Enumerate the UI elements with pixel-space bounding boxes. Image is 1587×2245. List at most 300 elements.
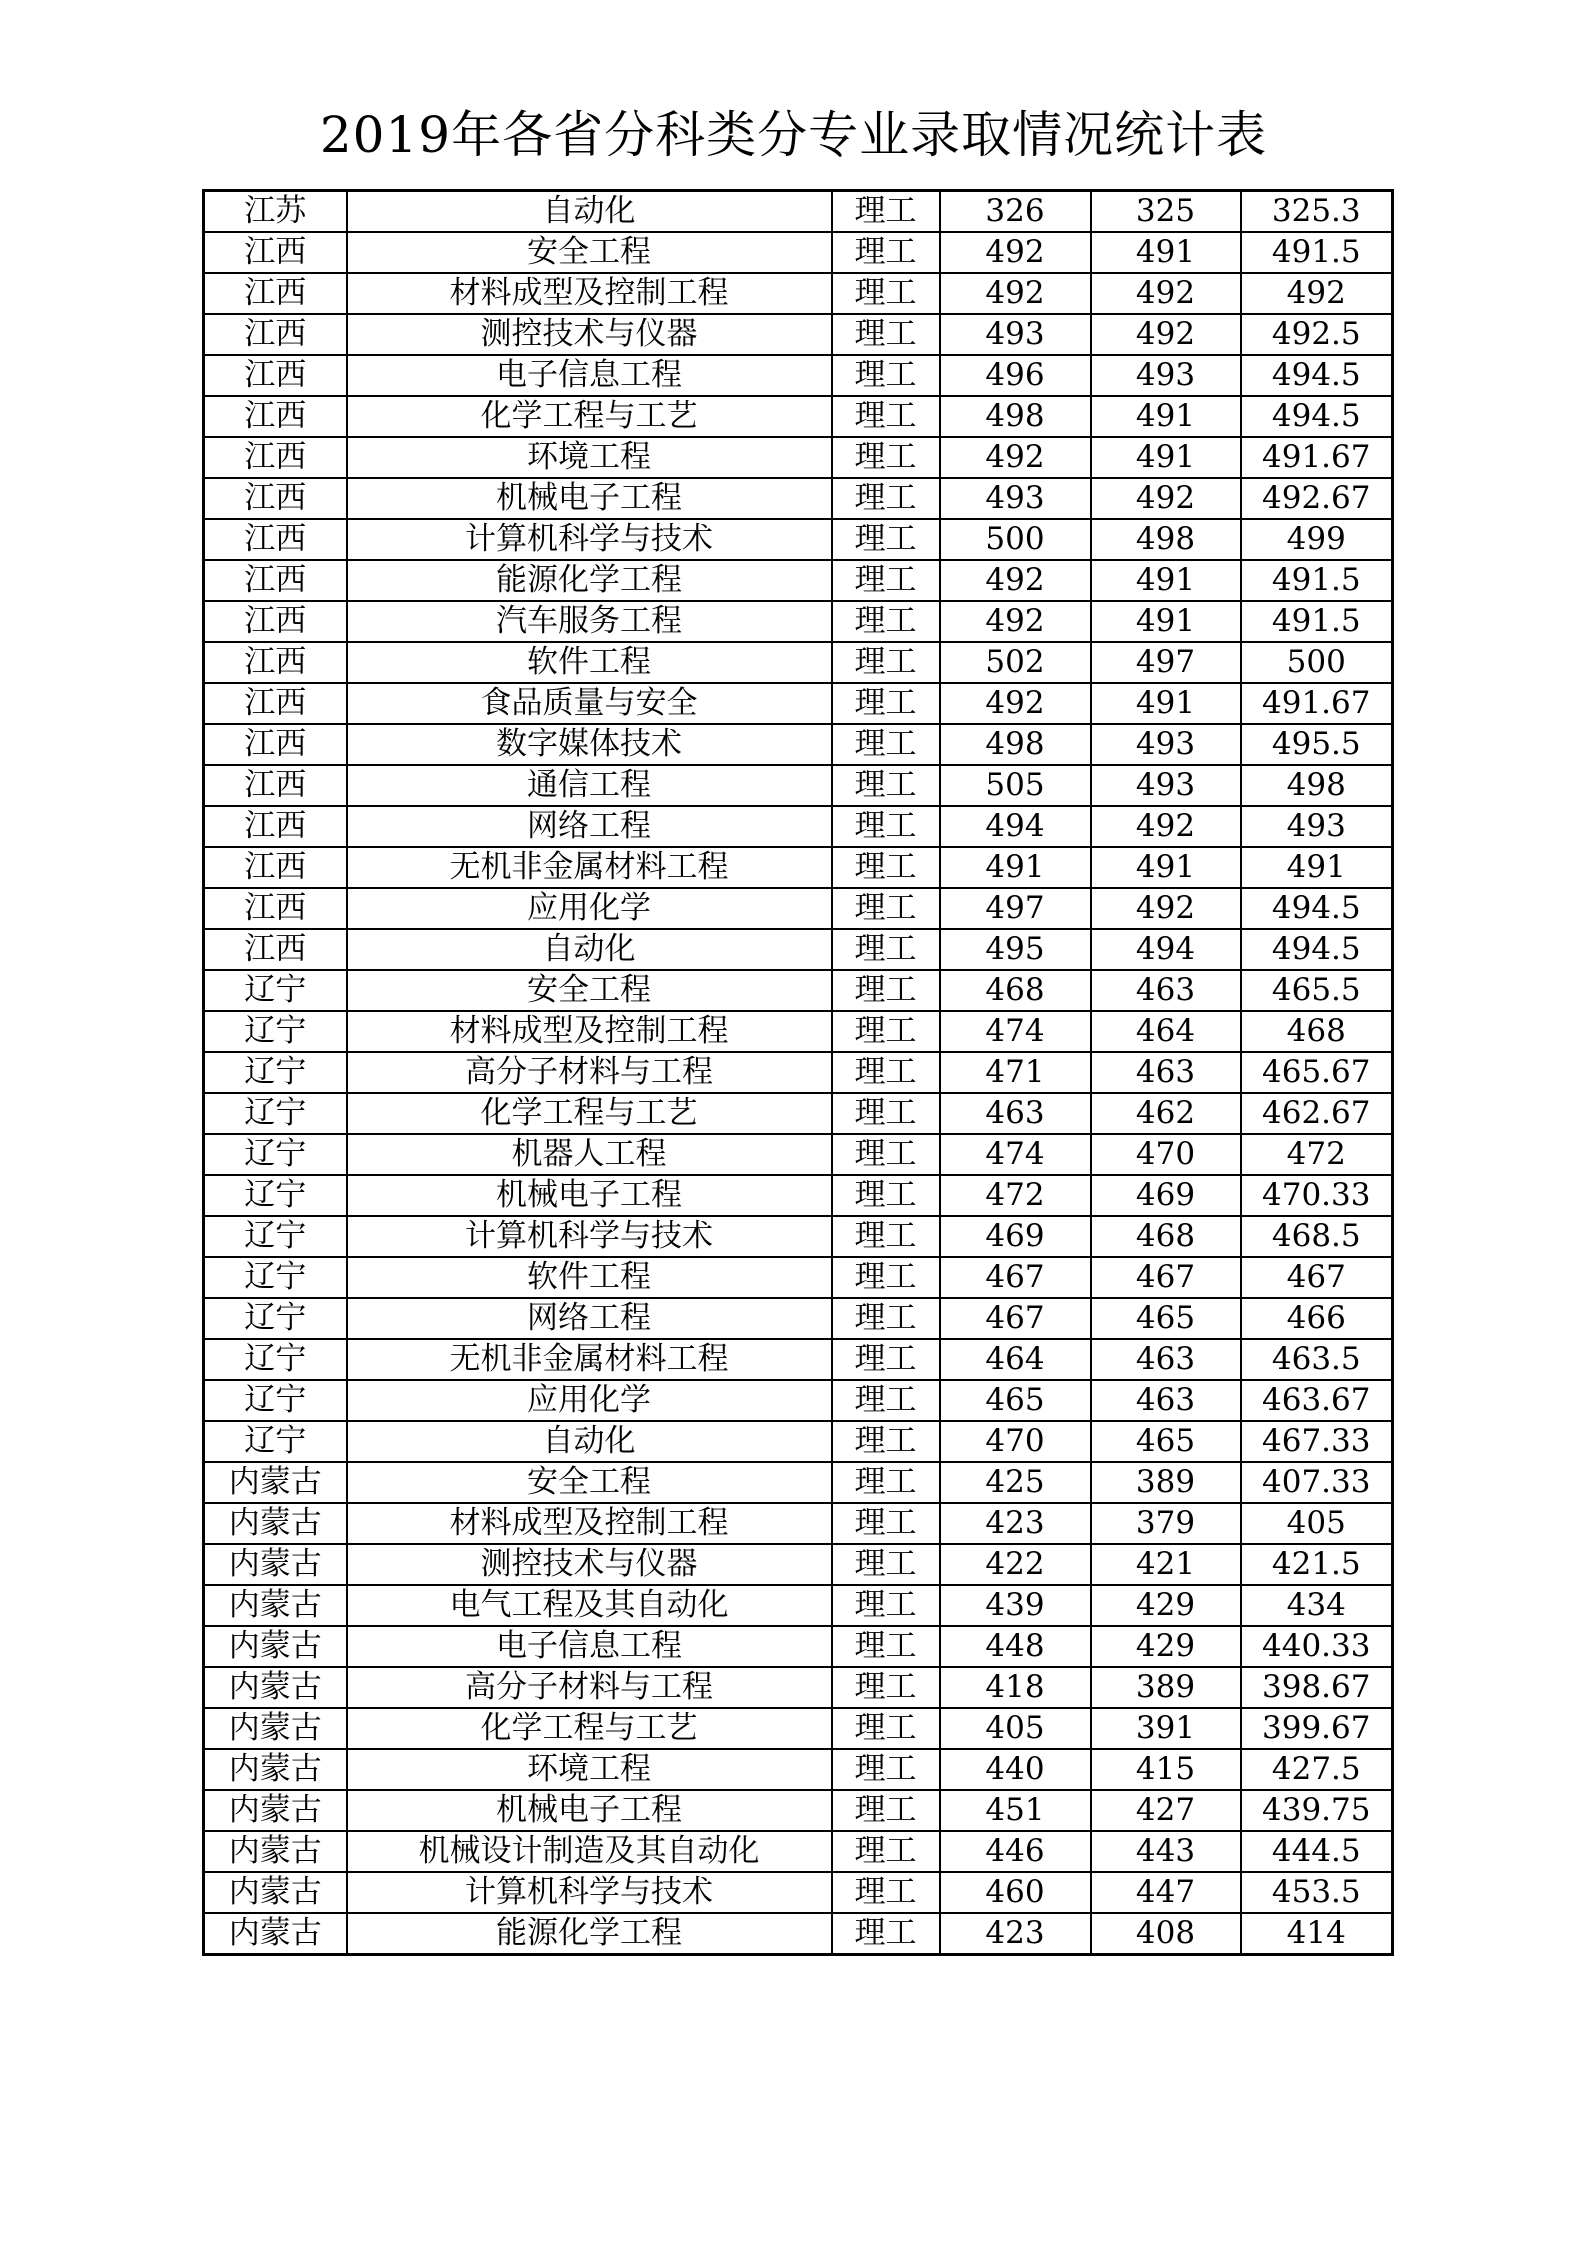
table-row bbox=[204, 1667, 1393, 1708]
avg-score-cell: 491.5 bbox=[1241, 560, 1393, 601]
admission-table bbox=[202, 189, 1394, 1956]
major-cell: 自动化 bbox=[347, 929, 832, 970]
min-score-cell: 468 bbox=[1091, 1216, 1241, 1257]
table-row bbox=[204, 1872, 1393, 1913]
min-score-cell: 491 bbox=[1091, 683, 1241, 724]
avg-score-cell: 491.67 bbox=[1241, 437, 1393, 478]
table-body bbox=[204, 191, 1393, 1955]
province-cell: 江西 bbox=[204, 765, 347, 806]
major-cell: 机械电子工程 bbox=[347, 1790, 832, 1831]
major-cell: 安全工程 bbox=[347, 232, 832, 273]
major-cell: 食品质量与安全 bbox=[347, 683, 832, 724]
category-cell: 理工 bbox=[832, 1708, 940, 1749]
table-row bbox=[204, 929, 1393, 970]
major-cell: 通信工程 bbox=[347, 765, 832, 806]
max-score-cell: 423 bbox=[940, 1503, 1091, 1544]
major-cell: 计算机科学与技术 bbox=[347, 1872, 832, 1913]
min-score-cell: 429 bbox=[1091, 1585, 1241, 1626]
max-score-cell: 494 bbox=[940, 806, 1091, 847]
avg-score-cell: 494.5 bbox=[1241, 355, 1393, 396]
avg-score-cell: 463.5 bbox=[1241, 1339, 1393, 1380]
min-score-cell: 498 bbox=[1091, 519, 1241, 560]
avg-score-cell: 493 bbox=[1241, 806, 1393, 847]
table-row bbox=[204, 1790, 1393, 1831]
table-row bbox=[204, 1216, 1393, 1257]
province-cell: 内蒙古 bbox=[204, 1462, 347, 1503]
table-row bbox=[204, 519, 1393, 560]
province-cell: 江西 bbox=[204, 560, 347, 601]
table-row bbox=[204, 273, 1393, 314]
table-row bbox=[204, 1298, 1393, 1339]
province-cell: 江西 bbox=[204, 806, 347, 847]
avg-score-cell: 440.33 bbox=[1241, 1626, 1393, 1667]
min-score-cell: 492 bbox=[1091, 888, 1241, 929]
category-cell: 理工 bbox=[832, 1626, 940, 1667]
category-cell: 理工 bbox=[832, 970, 940, 1011]
province-cell: 内蒙古 bbox=[204, 1503, 347, 1544]
avg-score-cell: 465.5 bbox=[1241, 970, 1393, 1011]
min-score-cell: 427 bbox=[1091, 1790, 1241, 1831]
avg-score-cell: 499 bbox=[1241, 519, 1393, 560]
province-cell: 辽宁 bbox=[204, 1011, 347, 1052]
category-cell: 理工 bbox=[832, 1380, 940, 1421]
max-score-cell: 492 bbox=[940, 232, 1091, 273]
table-row bbox=[204, 1052, 1393, 1093]
max-score-cell: 440 bbox=[940, 1749, 1091, 1790]
max-score-cell: 500 bbox=[940, 519, 1091, 560]
page-title: 2019年各省分科类分专业录取情况统计表 bbox=[319, 106, 1268, 164]
category-cell: 理工 bbox=[832, 273, 940, 314]
min-score-cell: 492 bbox=[1091, 273, 1241, 314]
avg-score-cell: 467.33 bbox=[1241, 1421, 1393, 1462]
major-cell: 环境工程 bbox=[347, 1749, 832, 1790]
province-cell: 江西 bbox=[204, 519, 347, 560]
major-cell: 电子信息工程 bbox=[347, 1626, 832, 1667]
table-row bbox=[204, 1339, 1393, 1380]
max-score-cell: 446 bbox=[940, 1831, 1091, 1872]
table-row bbox=[204, 1134, 1393, 1175]
category-cell: 理工 bbox=[832, 1257, 940, 1298]
max-score-cell: 502 bbox=[940, 642, 1091, 683]
table-row bbox=[204, 1011, 1393, 1052]
min-score-cell: 391 bbox=[1091, 1708, 1241, 1749]
max-score-cell: 492 bbox=[940, 437, 1091, 478]
province-cell: 内蒙古 bbox=[204, 1749, 347, 1790]
max-score-cell: 463 bbox=[940, 1093, 1091, 1134]
major-cell: 材料成型及控制工程 bbox=[347, 1503, 832, 1544]
category-cell: 理工 bbox=[832, 1421, 940, 1462]
min-score-cell: 443 bbox=[1091, 1831, 1241, 1872]
category-cell: 理工 bbox=[832, 847, 940, 888]
max-score-cell: 493 bbox=[940, 478, 1091, 519]
category-cell: 理工 bbox=[832, 1052, 940, 1093]
avg-score-cell: 468 bbox=[1241, 1011, 1393, 1052]
avg-score-cell: 399.67 bbox=[1241, 1708, 1393, 1749]
min-score-cell: 492 bbox=[1091, 314, 1241, 355]
max-score-cell: 423 bbox=[940, 1913, 1091, 1955]
avg-score-cell: 414 bbox=[1241, 1913, 1393, 1955]
province-cell: 辽宁 bbox=[204, 1421, 347, 1462]
max-score-cell: 467 bbox=[940, 1298, 1091, 1339]
province-cell: 辽宁 bbox=[204, 1216, 347, 1257]
major-cell: 软件工程 bbox=[347, 1257, 832, 1298]
province-cell: 辽宁 bbox=[204, 970, 347, 1011]
province-cell: 江西 bbox=[204, 724, 347, 765]
max-score-cell: 439 bbox=[940, 1585, 1091, 1626]
major-cell: 安全工程 bbox=[347, 1462, 832, 1503]
category-cell: 理工 bbox=[832, 1093, 940, 1134]
table-row bbox=[204, 1831, 1393, 1872]
category-cell: 理工 bbox=[832, 560, 940, 601]
min-score-cell: 492 bbox=[1091, 478, 1241, 519]
major-cell: 软件工程 bbox=[347, 642, 832, 683]
province-cell: 内蒙古 bbox=[204, 1790, 347, 1831]
major-cell: 自动化 bbox=[347, 1421, 832, 1462]
category-cell: 理工 bbox=[832, 1790, 940, 1831]
table-row bbox=[204, 1585, 1393, 1626]
avg-score-cell: 492 bbox=[1241, 273, 1393, 314]
province-cell: 江西 bbox=[204, 847, 347, 888]
avg-score-cell: 468.5 bbox=[1241, 1216, 1393, 1257]
avg-score-cell: 427.5 bbox=[1241, 1749, 1393, 1790]
min-score-cell: 493 bbox=[1091, 724, 1241, 765]
province-cell: 江西 bbox=[204, 273, 347, 314]
category-cell: 理工 bbox=[832, 1749, 940, 1790]
province-cell: 江西 bbox=[204, 642, 347, 683]
major-cell: 机器人工程 bbox=[347, 1134, 832, 1175]
max-score-cell: 467 bbox=[940, 1257, 1091, 1298]
min-score-cell: 467 bbox=[1091, 1257, 1241, 1298]
min-score-cell: 447 bbox=[1091, 1872, 1241, 1913]
table-row bbox=[204, 1462, 1393, 1503]
category-cell: 理工 bbox=[832, 888, 940, 929]
table-row bbox=[204, 1093, 1393, 1134]
min-score-cell: 389 bbox=[1091, 1462, 1241, 1503]
major-cell: 计算机科学与技术 bbox=[347, 519, 832, 560]
category-cell: 理工 bbox=[832, 1298, 940, 1339]
major-cell: 化学工程与工艺 bbox=[347, 1093, 832, 1134]
min-score-cell: 463 bbox=[1091, 970, 1241, 1011]
max-score-cell: 468 bbox=[940, 970, 1091, 1011]
province-cell: 辽宁 bbox=[204, 1052, 347, 1093]
major-cell: 无机非金属材料工程 bbox=[347, 1339, 832, 1380]
table-row bbox=[204, 1380, 1393, 1421]
province-cell: 内蒙古 bbox=[204, 1667, 347, 1708]
category-cell: 理工 bbox=[832, 396, 940, 437]
category-cell: 理工 bbox=[832, 1134, 940, 1175]
max-score-cell: 469 bbox=[940, 1216, 1091, 1257]
province-cell: 内蒙古 bbox=[204, 1544, 347, 1585]
table-row bbox=[204, 806, 1393, 847]
table-row bbox=[204, 1257, 1393, 1298]
table-row bbox=[204, 724, 1393, 765]
min-score-cell: 421 bbox=[1091, 1544, 1241, 1585]
max-score-cell: 492 bbox=[940, 601, 1091, 642]
avg-score-cell: 491.5 bbox=[1241, 232, 1393, 273]
category-cell: 理工 bbox=[832, 1872, 940, 1913]
major-cell: 机械电子工程 bbox=[347, 1175, 832, 1216]
avg-score-cell: 463.67 bbox=[1241, 1380, 1393, 1421]
max-score-cell: 465 bbox=[940, 1380, 1091, 1421]
avg-score-cell: 407.33 bbox=[1241, 1462, 1393, 1503]
min-score-cell: 470 bbox=[1091, 1134, 1241, 1175]
category-cell: 理工 bbox=[832, 724, 940, 765]
table-row bbox=[204, 314, 1393, 355]
province-cell: 江西 bbox=[204, 314, 347, 355]
min-score-cell: 491 bbox=[1091, 396, 1241, 437]
major-cell: 测控技术与仪器 bbox=[347, 1544, 832, 1585]
table-row bbox=[204, 232, 1393, 273]
min-score-cell: 469 bbox=[1091, 1175, 1241, 1216]
category-cell: 理工 bbox=[832, 806, 940, 847]
min-score-cell: 429 bbox=[1091, 1626, 1241, 1667]
min-score-cell: 491 bbox=[1091, 560, 1241, 601]
max-score-cell: 491 bbox=[940, 847, 1091, 888]
category-cell: 理工 bbox=[832, 1503, 940, 1544]
province-cell: 江西 bbox=[204, 888, 347, 929]
table-row bbox=[204, 1175, 1393, 1216]
table-row bbox=[204, 396, 1393, 437]
avg-score-cell: 462.67 bbox=[1241, 1093, 1393, 1134]
table-row bbox=[204, 1503, 1393, 1544]
table-row bbox=[204, 560, 1393, 601]
category-cell: 理工 bbox=[832, 478, 940, 519]
avg-score-cell: 325.3 bbox=[1241, 191, 1393, 233]
province-cell: 江西 bbox=[204, 437, 347, 478]
major-cell: 环境工程 bbox=[347, 437, 832, 478]
max-score-cell: 418 bbox=[940, 1667, 1091, 1708]
category-cell: 理工 bbox=[832, 355, 940, 396]
avg-score-cell: 453.5 bbox=[1241, 1872, 1393, 1913]
max-score-cell: 460 bbox=[940, 1872, 1091, 1913]
max-score-cell: 496 bbox=[940, 355, 1091, 396]
min-score-cell: 491 bbox=[1091, 847, 1241, 888]
province-cell: 辽宁 bbox=[204, 1175, 347, 1216]
avg-score-cell: 434 bbox=[1241, 1585, 1393, 1626]
max-score-cell: 474 bbox=[940, 1134, 1091, 1175]
max-score-cell: 425 bbox=[940, 1462, 1091, 1503]
avg-score-cell: 492.5 bbox=[1241, 314, 1393, 355]
province-cell: 辽宁 bbox=[204, 1134, 347, 1175]
table-row bbox=[204, 1749, 1393, 1790]
avg-score-cell: 465.67 bbox=[1241, 1052, 1393, 1093]
avg-score-cell: 500 bbox=[1241, 642, 1393, 683]
province-cell: 江西 bbox=[204, 478, 347, 519]
max-score-cell: 498 bbox=[940, 396, 1091, 437]
category-cell: 理工 bbox=[832, 1585, 940, 1626]
max-score-cell: 492 bbox=[940, 273, 1091, 314]
province-cell: 江苏 bbox=[204, 191, 347, 233]
max-score-cell: 492 bbox=[940, 560, 1091, 601]
province-cell: 江西 bbox=[204, 355, 347, 396]
major-cell: 能源化学工程 bbox=[347, 1913, 832, 1955]
avg-score-cell: 491.67 bbox=[1241, 683, 1393, 724]
table-row bbox=[204, 683, 1393, 724]
min-score-cell: 491 bbox=[1091, 232, 1241, 273]
province-cell: 江西 bbox=[204, 232, 347, 273]
province-cell: 江西 bbox=[204, 929, 347, 970]
max-score-cell: 474 bbox=[940, 1011, 1091, 1052]
table-row bbox=[204, 191, 1393, 233]
max-score-cell: 505 bbox=[940, 765, 1091, 806]
table-row bbox=[204, 1421, 1393, 1462]
table-row bbox=[204, 1544, 1393, 1585]
max-score-cell: 422 bbox=[940, 1544, 1091, 1585]
avg-score-cell: 439.75 bbox=[1241, 1790, 1393, 1831]
max-score-cell: 464 bbox=[940, 1339, 1091, 1380]
max-score-cell: 451 bbox=[940, 1790, 1091, 1831]
category-cell: 理工 bbox=[832, 1011, 940, 1052]
min-score-cell: 325 bbox=[1091, 191, 1241, 233]
table-row bbox=[204, 765, 1393, 806]
province-cell: 内蒙古 bbox=[204, 1626, 347, 1667]
min-score-cell: 497 bbox=[1091, 642, 1241, 683]
category-cell: 理工 bbox=[832, 519, 940, 560]
table-row bbox=[204, 1708, 1393, 1749]
avg-score-cell: 492.67 bbox=[1241, 478, 1393, 519]
min-score-cell: 491 bbox=[1091, 601, 1241, 642]
min-score-cell: 462 bbox=[1091, 1093, 1241, 1134]
major-cell: 机械设计制造及其自动化 bbox=[347, 1831, 832, 1872]
major-cell: 材料成型及控制工程 bbox=[347, 1011, 832, 1052]
table-row bbox=[204, 355, 1393, 396]
province-cell: 辽宁 bbox=[204, 1380, 347, 1421]
province-cell: 内蒙古 bbox=[204, 1872, 347, 1913]
major-cell: 高分子材料与工程 bbox=[347, 1667, 832, 1708]
min-score-cell: 465 bbox=[1091, 1298, 1241, 1339]
table-row bbox=[204, 970, 1393, 1011]
category-cell: 理工 bbox=[832, 1175, 940, 1216]
avg-score-cell: 494.5 bbox=[1241, 888, 1393, 929]
max-score-cell: 471 bbox=[940, 1052, 1091, 1093]
category-cell: 理工 bbox=[832, 642, 940, 683]
province-cell: 辽宁 bbox=[204, 1257, 347, 1298]
category-cell: 理工 bbox=[832, 1831, 940, 1872]
avg-score-cell: 491.5 bbox=[1241, 601, 1393, 642]
max-score-cell: 326 bbox=[940, 191, 1091, 233]
min-score-cell: 379 bbox=[1091, 1503, 1241, 1544]
avg-score-cell: 491 bbox=[1241, 847, 1393, 888]
max-score-cell: 498 bbox=[940, 724, 1091, 765]
category-cell: 理工 bbox=[832, 601, 940, 642]
category-cell: 理工 bbox=[832, 765, 940, 806]
avg-score-cell: 466 bbox=[1241, 1298, 1393, 1339]
avg-score-cell: 472 bbox=[1241, 1134, 1393, 1175]
table-row bbox=[204, 1913, 1393, 1955]
max-score-cell: 472 bbox=[940, 1175, 1091, 1216]
min-score-cell: 408 bbox=[1091, 1913, 1241, 1955]
table-row bbox=[204, 642, 1393, 683]
major-cell: 化学工程与工艺 bbox=[347, 396, 832, 437]
min-score-cell: 463 bbox=[1091, 1052, 1241, 1093]
table-row bbox=[204, 847, 1393, 888]
province-cell: 内蒙古 bbox=[204, 1708, 347, 1749]
min-score-cell: 463 bbox=[1091, 1339, 1241, 1380]
category-cell: 理工 bbox=[832, 232, 940, 273]
major-cell: 电气工程及其自动化 bbox=[347, 1585, 832, 1626]
max-score-cell: 470 bbox=[940, 1421, 1091, 1462]
avg-score-cell: 398.67 bbox=[1241, 1667, 1393, 1708]
province-cell: 江西 bbox=[204, 396, 347, 437]
table-row bbox=[204, 478, 1393, 519]
avg-score-cell: 405 bbox=[1241, 1503, 1393, 1544]
major-cell: 应用化学 bbox=[347, 888, 832, 929]
category-cell: 理工 bbox=[832, 437, 940, 478]
max-score-cell: 495 bbox=[940, 929, 1091, 970]
avg-score-cell: 495.5 bbox=[1241, 724, 1393, 765]
category-cell: 理工 bbox=[832, 683, 940, 724]
category-cell: 理工 bbox=[832, 191, 940, 233]
min-score-cell: 389 bbox=[1091, 1667, 1241, 1708]
province-cell: 江西 bbox=[204, 683, 347, 724]
major-cell: 材料成型及控制工程 bbox=[347, 273, 832, 314]
avg-score-cell: 444.5 bbox=[1241, 1831, 1393, 1872]
category-cell: 理工 bbox=[832, 1544, 940, 1585]
min-score-cell: 491 bbox=[1091, 437, 1241, 478]
major-cell: 能源化学工程 bbox=[347, 560, 832, 601]
avg-score-cell: 498 bbox=[1241, 765, 1393, 806]
province-cell: 辽宁 bbox=[204, 1339, 347, 1380]
category-cell: 理工 bbox=[832, 1339, 940, 1380]
major-cell: 机械电子工程 bbox=[347, 478, 832, 519]
max-score-cell: 493 bbox=[940, 314, 1091, 355]
table-row bbox=[204, 888, 1393, 929]
category-cell: 理工 bbox=[832, 1216, 940, 1257]
major-cell: 化学工程与工艺 bbox=[347, 1708, 832, 1749]
major-cell: 自动化 bbox=[347, 191, 832, 233]
min-score-cell: 494 bbox=[1091, 929, 1241, 970]
province-cell: 内蒙古 bbox=[204, 1585, 347, 1626]
province-cell: 辽宁 bbox=[204, 1298, 347, 1339]
category-cell: 理工 bbox=[832, 1462, 940, 1503]
min-score-cell: 415 bbox=[1091, 1749, 1241, 1790]
min-score-cell: 463 bbox=[1091, 1380, 1241, 1421]
major-cell: 电子信息工程 bbox=[347, 355, 832, 396]
category-cell: 理工 bbox=[832, 1913, 940, 1955]
max-score-cell: 497 bbox=[940, 888, 1091, 929]
avg-score-cell: 421.5 bbox=[1241, 1544, 1393, 1585]
category-cell: 理工 bbox=[832, 314, 940, 355]
major-cell: 汽车服务工程 bbox=[347, 601, 832, 642]
province-cell: 内蒙古 bbox=[204, 1913, 347, 1955]
min-score-cell: 492 bbox=[1091, 806, 1241, 847]
avg-score-cell: 467 bbox=[1241, 1257, 1393, 1298]
avg-score-cell: 494.5 bbox=[1241, 929, 1393, 970]
major-cell: 无机非金属材料工程 bbox=[347, 847, 832, 888]
table-row bbox=[204, 437, 1393, 478]
max-score-cell: 448 bbox=[940, 1626, 1091, 1667]
max-score-cell: 405 bbox=[940, 1708, 1091, 1749]
min-score-cell: 493 bbox=[1091, 765, 1241, 806]
major-cell: 网络工程 bbox=[347, 806, 832, 847]
category-cell: 理工 bbox=[832, 1667, 940, 1708]
max-score-cell: 492 bbox=[940, 683, 1091, 724]
table-row bbox=[204, 601, 1393, 642]
major-cell: 网络工程 bbox=[347, 1298, 832, 1339]
min-score-cell: 465 bbox=[1091, 1421, 1241, 1462]
major-cell: 数字媒体技术 bbox=[347, 724, 832, 765]
category-cell: 理工 bbox=[832, 929, 940, 970]
province-cell: 内蒙古 bbox=[204, 1831, 347, 1872]
min-score-cell: 493 bbox=[1091, 355, 1241, 396]
major-cell: 安全工程 bbox=[347, 970, 832, 1011]
min-score-cell: 464 bbox=[1091, 1011, 1241, 1052]
major-cell: 应用化学 bbox=[347, 1380, 832, 1421]
province-cell: 辽宁 bbox=[204, 1093, 347, 1134]
table-row bbox=[204, 1626, 1393, 1667]
major-cell: 高分子材料与工程 bbox=[347, 1052, 832, 1093]
avg-score-cell: 470.33 bbox=[1241, 1175, 1393, 1216]
